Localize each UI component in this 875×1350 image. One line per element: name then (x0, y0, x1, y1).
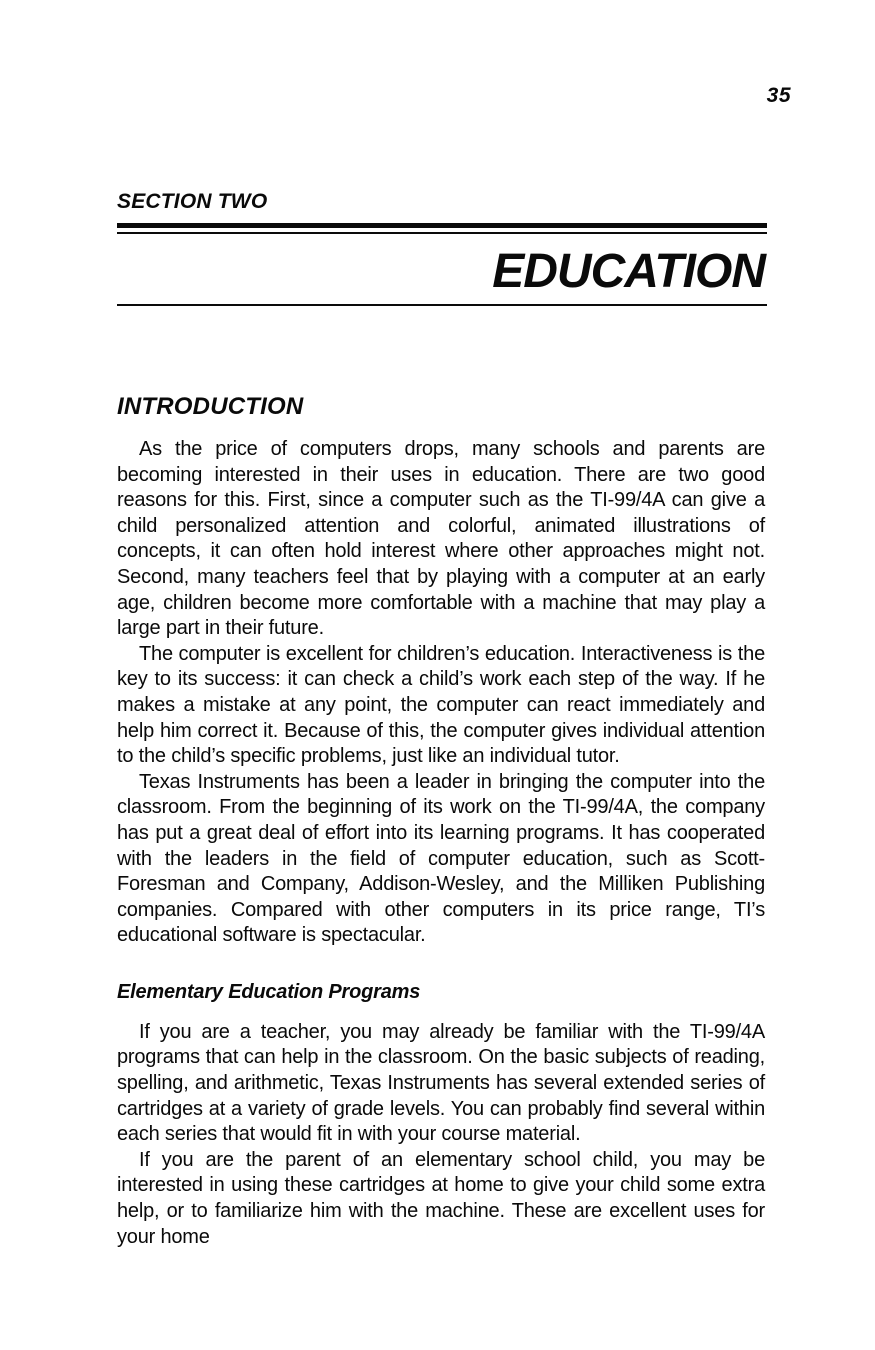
page-number: 35 (766, 84, 791, 107)
page-body (0, 392, 875, 1250)
elementary-programs-heading: Elementary Education Programs (117, 980, 421, 1003)
paragraph: Texas Instruments has been a leader in bringing the computer into the classroom. From the beginning of its work on the TI-99/4A, the company has put a great deal of effort into its learning programs. It has cooperated with the leaders in the field of computer education, such as Scott-Foresman and Company, Addison-Wesley, and the Milliken Publishing companies. Compared with other computers in its price range, TI’s educational software is spectacular. (117, 770, 765, 947)
section-label: SECTION TWO (117, 190, 268, 213)
paragraph: If you are a teacher, you may already be familiar with the TI-99/4A programs that can help in the classroom. On the basic subjects of reading, spelling, and arithmetic, Texas Instruments has several extended series of cartridges at a variety of grade levels. You can probably find several within each series that would fit in with your course material. (117, 1020, 765, 1146)
section-header (0, 0, 875, 306)
header-rule-thick (117, 223, 767, 228)
section-title: EDUCATION (492, 245, 765, 298)
paragraph: If you are the parent of an elementary school child, you may be interested in using these cartridges at home to give your child some extra help, or to familiarize him with the machine. These are excellent uses for your home (117, 1148, 765, 1248)
title-underline-rule (117, 304, 767, 306)
paragraph: As the price of computers drops, many schools and parents are becoming interested in their uses in education. There are two good reasons for this. First, since a computer such as the TI-99/4A can give a child personalized attention and colorful, animated illustrations of concepts, it can often hold interest where other approaches might not. Second, many teachers feel that by playing with a computer at an early age, children become more comfortable with a machine that may play a large part in their future. (117, 438, 765, 640)
paragraph: The computer is excellent for children’s education. Interactiveness is the key to its success: it can check a child’s work each step of the way. If he makes a mistake at any point, the computer can react immediately and help him correct it. Because of this, the computer gives individual attention to the child’s specific problems, just like an individual tutor. (117, 642, 765, 768)
introduction-heading: INTRODUCTION (117, 393, 304, 420)
